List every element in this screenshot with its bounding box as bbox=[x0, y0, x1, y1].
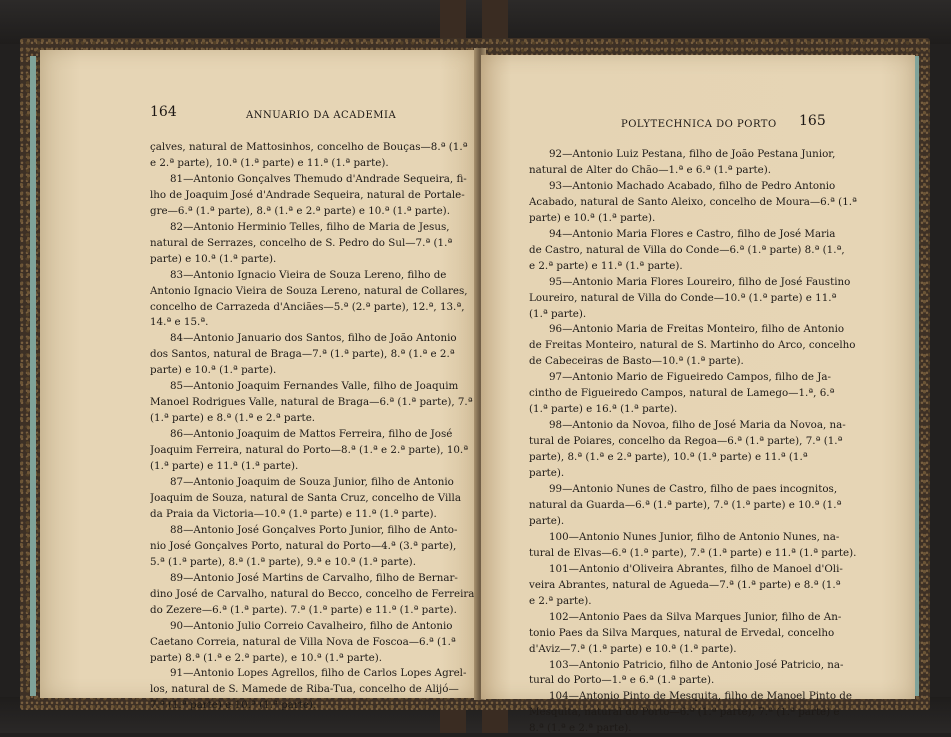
text-line: 94—Antonio Maria Flores e Castro, filho de José Maria bbox=[549, 227, 836, 240]
text-line: parte) e 10.ª (1.ª parte). bbox=[150, 364, 277, 377]
page-number: 165 bbox=[799, 113, 826, 129]
text-line: parte) e 10.ª (1.ª parte). bbox=[529, 211, 656, 224]
text-line: tural do Porto—1.ª e 6.ª (1.ª parte). bbox=[529, 674, 715, 687]
text-line: dino José de Carvalho, natural do Becco, concelho de Ferreira bbox=[150, 587, 475, 600]
text-line: natural da Guarda—6.ª (1.ª parte), 7.ª (1.ª parte) e 10.ª (1.ª bbox=[529, 498, 842, 511]
page-edge bbox=[30, 56, 36, 696]
text-line: 7.ª (1.ª parte) e 10.ª (1.ª parte). bbox=[150, 699, 317, 712]
text-line: de Freitas Monteiro, natural de S. Martinho do Arco, concelho bbox=[529, 339, 856, 352]
text-line: Antonio Ignacio Vieira de Souza Lereno, natural de Collares, bbox=[150, 284, 468, 297]
text-line: e 2.ª parte) e 11.ª (1.ª parte). bbox=[529, 259, 683, 272]
text-line: 81—Antonio Gonçalves Themudo d'Andrade Sequeira, fi- bbox=[170, 172, 467, 185]
text-line: 100—Antonio Nunes Junior, filho de Antonio Nunes, na- bbox=[549, 530, 840, 543]
text-line: Joaquim Ferreira, natural do Porto—8.ª (1.ª e 2.ª parte), 10.ª bbox=[150, 444, 469, 457]
text-line: 5.ª (1.ª parte), 8.ª (1.ª parte), 9.ª e 10.ª (1.ª parte). bbox=[150, 555, 416, 568]
text-line: 98—Antonio da Novoa, filho de José Maria da Novoa, na- bbox=[549, 419, 846, 432]
text-line: Caetano Correia, natural de Villa Nova de Foscoa—6.ª (1.ª bbox=[150, 635, 456, 648]
running-head: POLYTECHNICA DO PORTO bbox=[621, 119, 777, 130]
text-line: 92—Antonio Luiz Pestana, filho de João Pestana Junior, bbox=[549, 148, 836, 160]
text-line: 82—Antonio Herminio Telles, filho de Maria de Jesus, bbox=[170, 220, 450, 233]
text-line: da Praia da Victoria—10.ª (1.ª parte) e 11.ª (1.ª parte). bbox=[150, 507, 437, 520]
page-body bbox=[529, 147, 865, 737]
text-line: lho de Joaquim José d'Andrade Sequeira, natural de Portale- bbox=[150, 188, 465, 201]
text-line: 83—Antonio Ignacio Vieira de Souza Lereno, filho de bbox=[170, 268, 447, 281]
text-line: 87—Antonio Joaquim de Souza Junior, filho de Antonio bbox=[170, 476, 454, 489]
text-line: 89—Antonio José Martins de Carvalho, filho de Bernar- bbox=[170, 571, 458, 584]
text-line: 86—Antonio Joaquim de Mattos Ferreira, filho de José bbox=[170, 428, 453, 441]
text-line: 99—Antonio Nunes de Castro, filho de paes incognitos, bbox=[549, 483, 838, 496]
text-line: 97—Antonio Mario de Figueiredo Campos, filho de Ja- bbox=[549, 371, 832, 384]
text-line: parte) e 10.ª (1.ª parte). bbox=[150, 252, 277, 265]
text-line: 14.ª e 15.ª. bbox=[150, 316, 209, 329]
text-line: 102—Antonio Paes da Silva Marques Junior, filho de An- bbox=[549, 610, 842, 623]
text-line: concelho de Carrazeda d'Anciães—5.ª (2.ª parte), 12.ª, 13.ª, bbox=[150, 300, 465, 313]
text-line: 103—Antonio Patricio, filho de Antonio José Patricio, na- bbox=[549, 658, 844, 671]
text-line: d'Aviz—7.ª (1.ª parte) e 10.ª (1.ª parte). bbox=[529, 642, 737, 655]
text-line: 96—Antonio Maria de Freitas Monteiro, filho de Antonio bbox=[549, 323, 845, 336]
text-line: natural de Serrazes, concelho de S. Pedro do Sul—7.ª (1.ª bbox=[150, 236, 453, 249]
text-line: 101—Antonio d'Oliveira Abrantes, filho de Manoel d'Oli- bbox=[549, 562, 843, 575]
text-line: 90—Antonio Julio Correio Cavalheiro, filho de Antonio bbox=[170, 619, 453, 632]
left-page bbox=[40, 50, 478, 712]
text-line: nio José Gonçalves Porto, natural do Porto—4.ª (3.ª parte), bbox=[150, 539, 457, 552]
text-line: çalves, natural de Mattosinhos, concelho de Bouças—8.ª (1.ª bbox=[150, 141, 468, 153]
text-line: 104—Antonio Pinto de Mesquita, filho de Manoel Pinto de bbox=[549, 690, 852, 703]
text-line: veira Abrantes, natural de Agueda—7.ª (1.ª parte) e 8.ª (1.ª bbox=[529, 578, 841, 591]
text-line: Joaquim de Souza, natural de Santa Cruz, concelho de Villa bbox=[150, 491, 461, 504]
text-line: tural de Elvas—6.ª (1.ª parte), 7.ª (1.ª parte) e 11.ª (1.ª parte). bbox=[529, 546, 857, 559]
text-line: 95—Antonio Maria Flores Loureiro, filho de José Faustino bbox=[549, 275, 851, 288]
text-line: tural de Poiares, concelho da Regoa—6.ª (1.ª parte), 7.ª (1.ª bbox=[529, 435, 843, 448]
text-line: gre—6.ª (1.ª parte), 8.ª (1.ª e 2.ª parte) e 10.ª (1.ª parte). bbox=[150, 204, 450, 217]
text-line: tonio Paes da Silva Marques, natural de Ervedal, concelho bbox=[529, 626, 835, 639]
text-line: parte). bbox=[529, 514, 565, 527]
text-line: 85—Antonio Joaquim Fernandes Valle, filho de Joaquim bbox=[170, 380, 459, 393]
text-line: de Castro, natural de Villa do Conde—6.ª (1.ª parte) 8.ª (1.ª, bbox=[529, 243, 845, 256]
text-line: natural de Alter do Chão—1.ª e 6.ª (1.ª parte). bbox=[529, 163, 772, 176]
text-line: do Zezere—6.ª (1.ª parte). 7.ª (1.ª parte) e 11.ª (1.ª parte). bbox=[150, 603, 457, 616]
text-line: (1.ª parte). bbox=[529, 307, 587, 320]
text-line: (1.ª parte) e 16.ª (1.ª parte). bbox=[529, 403, 678, 416]
text-line: Manoel Rodrigues Valle, natural de Braga—6.ª (1.ª parte), 7.ª bbox=[150, 396, 473, 409]
text-line: parte) 8.ª (1.ª e 2.ª parte), e 10.ª (1.ª parte). bbox=[150, 651, 383, 664]
text-line: (1.ª parte) e 11.ª (1.ª parte). bbox=[150, 460, 299, 473]
text-line: 84—Antonio Januario dos Santos, filho de João Antonio bbox=[170, 332, 457, 345]
text-line: de Cabeceiras de Basto—10.ª (1.ª parte). bbox=[529, 355, 744, 368]
text-line: 88—Antonio José Gonçalves Porto Junior, filho de Anto- bbox=[170, 523, 458, 536]
text-line: 93—Antonio Machado Acabado, filho de Pedro Antonio bbox=[549, 179, 836, 192]
text-line: 8.ª (1.ª e 2.ª parte). bbox=[529, 722, 632, 735]
text-line: e 2.ª parte), 10.ª (1.ª parte) e 11.ª (1.ª parte). bbox=[150, 156, 389, 169]
text-line: los, natural de S. Mamede de Riba-Tua, concelho de Alijó— bbox=[150, 683, 459, 696]
text-line: e 2.ª parte). bbox=[529, 594, 592, 607]
running-head: ANNUARIO DA ACADEMIA bbox=[246, 110, 397, 121]
right-page bbox=[481, 55, 915, 735]
page-number: 164 bbox=[150, 104, 177, 120]
text-line: 91—Antonio Lopes Agrellos, filho de Carlos Lopes Agrel- bbox=[170, 667, 467, 680]
text-line: parte), 8.ª (1.ª e 2.ª parte), 10.ª (1.ª parte) e 11.ª (1.ª bbox=[529, 451, 808, 464]
text-line: (1.ª parte) e 8.ª (1.ª e 2.ª parte. bbox=[150, 412, 316, 425]
text-line: cintho de Figueiredo Campos, natural de Lamego—1.ª, 6.ª bbox=[529, 387, 835, 400]
text-line: Loureiro, natural de Villa do Conde—10.ª (1.ª parte) e 11.ª bbox=[529, 291, 837, 304]
text-line: parte). bbox=[529, 467, 565, 480]
text-line: Mesquita, natural do Porto—6.ª (1.ª parte), 7.ª (1.ª parte) e bbox=[529, 706, 840, 719]
page-body bbox=[150, 140, 480, 714]
text-line: Acabado, natural de Santo Aleixo, concelho de Moura—6.ª (1.ª bbox=[529, 195, 857, 208]
text-line: dos Santos, natural de Braga—7.ª (1.ª parte), 8.ª (1.ª e 2.ª bbox=[150, 348, 455, 361]
